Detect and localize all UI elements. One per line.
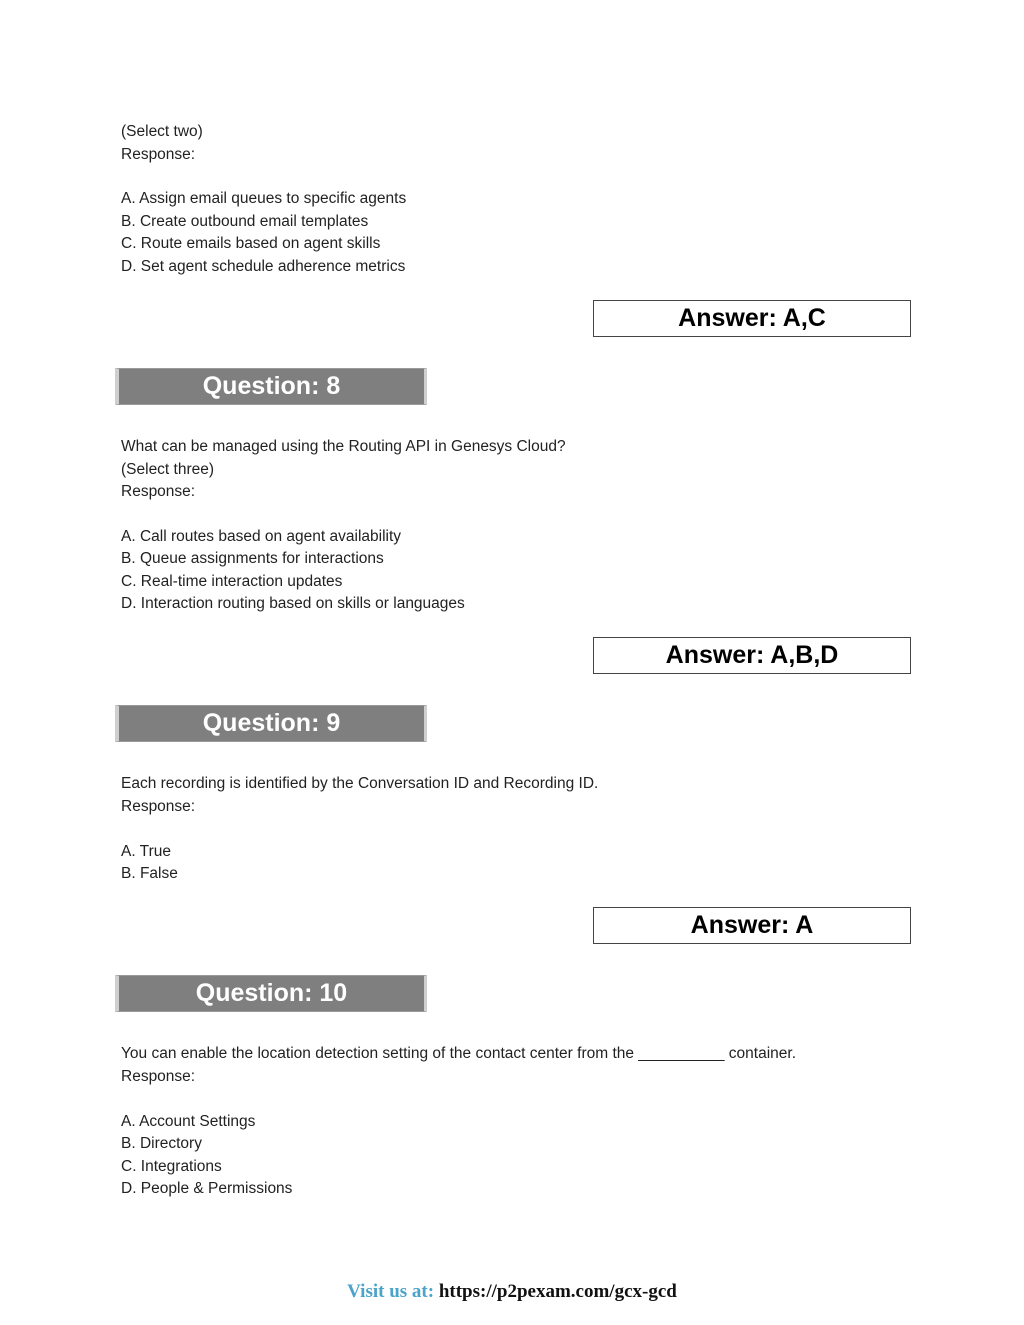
q9-option-b: B. False bbox=[121, 865, 178, 882]
q10-header bbox=[115, 975, 427, 1012]
footer-url-link[interactable]: https://p2pexam.com/gcx-gcd bbox=[438, 1281, 677, 1302]
q8-option-b: B. Queue assignments for interactions bbox=[121, 550, 384, 567]
q9-question-text: Each recording is identified by the Conversation ID and Recording ID. bbox=[121, 775, 599, 792]
q7-answer: Answer: A,C bbox=[678, 304, 826, 332]
q9-option-a: A. True bbox=[121, 843, 171, 860]
q10-option-b: B. Directory bbox=[121, 1135, 202, 1152]
q9-answer: Answer: A bbox=[690, 911, 814, 939]
q7-answer-box bbox=[593, 300, 911, 337]
footer bbox=[0, 1281, 1024, 1303]
q8-header bbox=[115, 368, 427, 405]
q7-option-c: C. Route emails based on agent skills bbox=[121, 235, 381, 252]
footer-label: Visit us at: bbox=[347, 1281, 439, 1302]
q8-title: Question: 8 bbox=[202, 372, 341, 400]
q10-option-d: D. People & Permissions bbox=[121, 1180, 293, 1197]
q10-option-a: A. Account Settings bbox=[121, 1113, 256, 1130]
q7-option-d: D. Set agent schedule adherence metrics bbox=[121, 258, 406, 275]
q8-option-a: A. Call routes based on agent availability bbox=[121, 528, 402, 545]
q7-option-a: A. Assign email queues to specific agents bbox=[121, 190, 407, 207]
q9-answer-box bbox=[593, 907, 911, 944]
q9-header bbox=[115, 705, 427, 742]
q7-option-b: B. Create outbound email templates bbox=[121, 213, 369, 230]
q10-option-c: C. Integrations bbox=[121, 1158, 222, 1175]
q10-question-text: You can enable the location detection setting of the contact center from the __________ container. bbox=[121, 1045, 797, 1062]
q8-question-text: What can be managed using the Routing API in Genesys Cloud? bbox=[121, 438, 566, 455]
q8-answer: Answer: A,B,D bbox=[665, 641, 839, 669]
q10-response-label: Response: bbox=[121, 1068, 196, 1085]
q9-response-label: Response: bbox=[121, 798, 196, 815]
q7-response-label: Response: bbox=[121, 146, 196, 163]
q8-select-note: (Select three) bbox=[121, 461, 215, 478]
q9-title: Question: 9 bbox=[202, 709, 341, 737]
q8-option-d: D. Interaction routing based on skills or languages bbox=[121, 595, 465, 612]
q8-answer-box bbox=[593, 637, 911, 674]
q7-select-note: (Select two) bbox=[121, 123, 203, 140]
q10-title: Question: 10 bbox=[195, 979, 348, 1007]
q8-option-c: C. Real-time interaction updates bbox=[121, 573, 343, 590]
q8-response-label: Response: bbox=[121, 483, 196, 500]
